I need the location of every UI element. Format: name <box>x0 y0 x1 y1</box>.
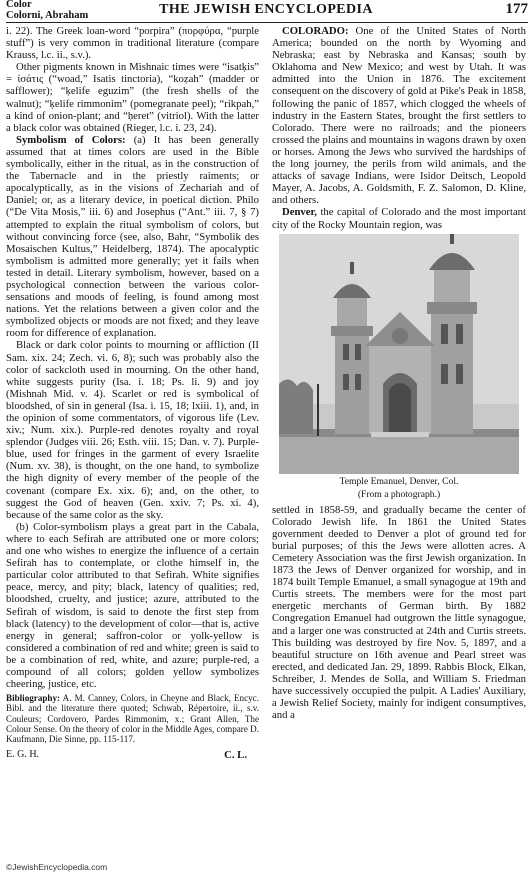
paragraph <box>272 206 526 230</box>
running-head-last: Colorni, Abraham <box>6 9 89 21</box>
page-number: 177 <box>505 1 528 17</box>
entry-subheading: Denver, <box>282 206 317 219</box>
paragraph: settled in 1858-59, and gradually became the center of Colorado Jewish life. In 1861 the United States government deeded to Denver a plot of ground ted for burial purposes; of this the Jews were allotten acres. A Cemetery Association was the first Jewish organization. In 1873 the Jews of Denver organized for worship, and in 1874 built Temple Emanuel, a small synagogue at 19th and Curtis streets. The members were for the most part energetic merchants of German birth. By 1882 Congregation Emanuel had outgrown the little synagogue, and a larger one was constructed at 24th and Curtis streets. This building was destroyed by fire Nov. 5, 1897, and a beautiful structure on 16th avenue and Pearl street was erected, and dedicated Jan. 29, 1899. Rabbis Block, Elkan, Schreiber, J. Mendes de Solla, and William S. Friedman have successively occupied the pulpit. A Ladies' Auxiliary, a Jewish Relief Society, mainly for indigent consumptives, and a <box>272 503 526 722</box>
paragraph: (b) Color-symbolism plays a great part in the Cabala, where to each Sefirah are attributed one or more colors; and one who wishes to energize the influence of a certain Sefirah has to contemplate, or clothe himself in, the particular color attributed to that Sefirah. White signifies peace, mercy, and pity; black, latency of qualities; red, bloodshed, cruelty, and justice; azure, attributed to the Sefirah of wisdom, is said to denote the first step from black (latency) to the development of color—that is, active energy in general; saffron-color or yolk-yellow is considered a combination of red and white; green is said to be a combination of red, white, and azure; purple-red, a compound of all colors; golden yellow symbolizes cheering, justice, etc. <box>6 520 259 691</box>
author-signature: C. L. <box>224 749 247 762</box>
entry-heading: COLORADO: <box>282 25 349 37</box>
paragraph <box>6 134 259 340</box>
bibliography-text: A. M. Canney, Colors, in Cheyne and Black, Encyc. Bibl. and the literature there quoted; Schwab, Répertoire, ii., s.v. Couleurs; Cordovero, Pardes Rimmonim, x.; Grant Allen, The Colour Sense. On the theory of color in the Middle Ages, compare D. Kaufmann, Die Sinne, pp. 115-117. <box>6 693 259 744</box>
header-rule <box>6 22 528 23</box>
photo-credit: (From a photograph.) <box>357 488 441 500</box>
paragraph: Black or dark color points to mourning or affliction (II Sam. xix. 24; Zech. vi. 6, 8); such was probably also the color of sackcloth used in mourning. On the other hand, white suggests purity (Isa. i. 18; Ps. li. 9) and joy (Mishnah Mid. v. 4). Scarlet or red is symbolical of bloodshed, of sin in general (Isa. i. 15, 18; lxiii. 1), and, in the opinion of some commentators, of vigorous life (Lev. xiv.; Num. xix.). Purple-red denotes royalty and royal splendor (Judges viii. 26; Esth. viii. 15; Dan. v. 7). Purple-blue, used for fringes in the garment of every Israelite (Num. xv. 38), is thought, on the one hand, to symbolize the high dignity of every member of the people of the covenant (compare Ex. xix. 6); and, on the other, to suggest the God of heaven (Gen. xxiv. 7; Ps. xi. 4), because of the same color as the sky. <box>6 339 259 521</box>
left-column <box>6 25 259 761</box>
running-head-first: Color <box>6 0 32 10</box>
site-credit: ©JewishEncyclopedia.com <box>6 862 108 872</box>
paragraph-text: (a) It has been generally assumed that at times colors are used in the Bible symbolically, either in the ritual, as in the construction of the Tabernacle and in the priestly raiments; or apocalyptically, as in the visions of Zechariah and of Daniel; or, as a literary device, in poetical diction. Philo (“De Vita Mosis,” iii. 6) and Josephus (“Ant.” iii. 7, § 7) attempted to explain the ritual symbolism of colors, but without convincing force (see, also, Bahr, “Symbolik des Mosaischen Kultus,” Heidelberg, 1874). The apocalyptic symbolism is admitted more generally; yet it fails when tested in detail. Literary symbolism, however, based on a psychological connection between the various color-sensations and moods of feeling, is found among most nations. Yet the relations between a given color and the symbolized objects or moods are not fixed; and they leave room for difference of explanation. <box>6 133 259 340</box>
bibliography <box>6 693 259 744</box>
paragraph <box>272 25 526 206</box>
author-signature: E. G. H. <box>6 749 40 761</box>
page-title: THE JEWISH ENCYCLOPEDIA <box>159 2 373 17</box>
bibliography-label: Bibliography: <box>6 693 61 704</box>
signature-row <box>6 749 259 761</box>
paragraph: i. 22). The Greek loan-word “porpira” (πορφύρα, “purple stuff”) is very common in traditional literature (compare Krauss, l.c. ii., s.v.). <box>6 25 259 62</box>
paragraph: Other pigments known in Mishnaic times were “isatķis” = ἰσάτις (“woad,” Isatis tinctoria), “koẓah” (madder or safflower); “ḳelife eguzim” (the fresh shells of the walnut); “ḳelife rimmonim” (pomegranate peel); “rikpah,” a kind of onion-plant; and “ḥeret” (vitriol). With the latter a black color was obtained (Rieger, l.c. i. 23, 24). <box>6 61 259 134</box>
paragraph-text: the capital of Colorado and the most important city of the Rocky Mountain region, was <box>272 206 526 231</box>
right-column <box>272 25 526 721</box>
paragraph-text: One of the United States of North America; bounded on the north by Wyoming and Nebraska; east by Nebraska and Kansas; south by Oklahoma and New Mexico; and west by Utah. It was admitted into the Union in 1876. The excitement consequent on the discovery of gold at Pike's Peak in 1858, following the panic of 1857, which clogged the wheels of industry in the Eastern States, brought the first settlers to Colorado. There were no railroads; and the pioneers crossed the plains and mountains in wagons drawn by oxen or horses. Among the Jews who survived the hardships of the long journey, the perils from wild animals, and the attacks of savage Indians, were Isidor Deitsch, Leopold Mayer, A. Jacobs, A. Goldsmith, F. Z. Salomon, D. Kline, and others. <box>272 25 526 207</box>
temple-emanuel-photo <box>279 234 519 474</box>
photo-caption: Temple Emanuel, Denver, Col. <box>339 475 459 487</box>
section-heading: Symbolism of Colors: <box>16 133 126 146</box>
